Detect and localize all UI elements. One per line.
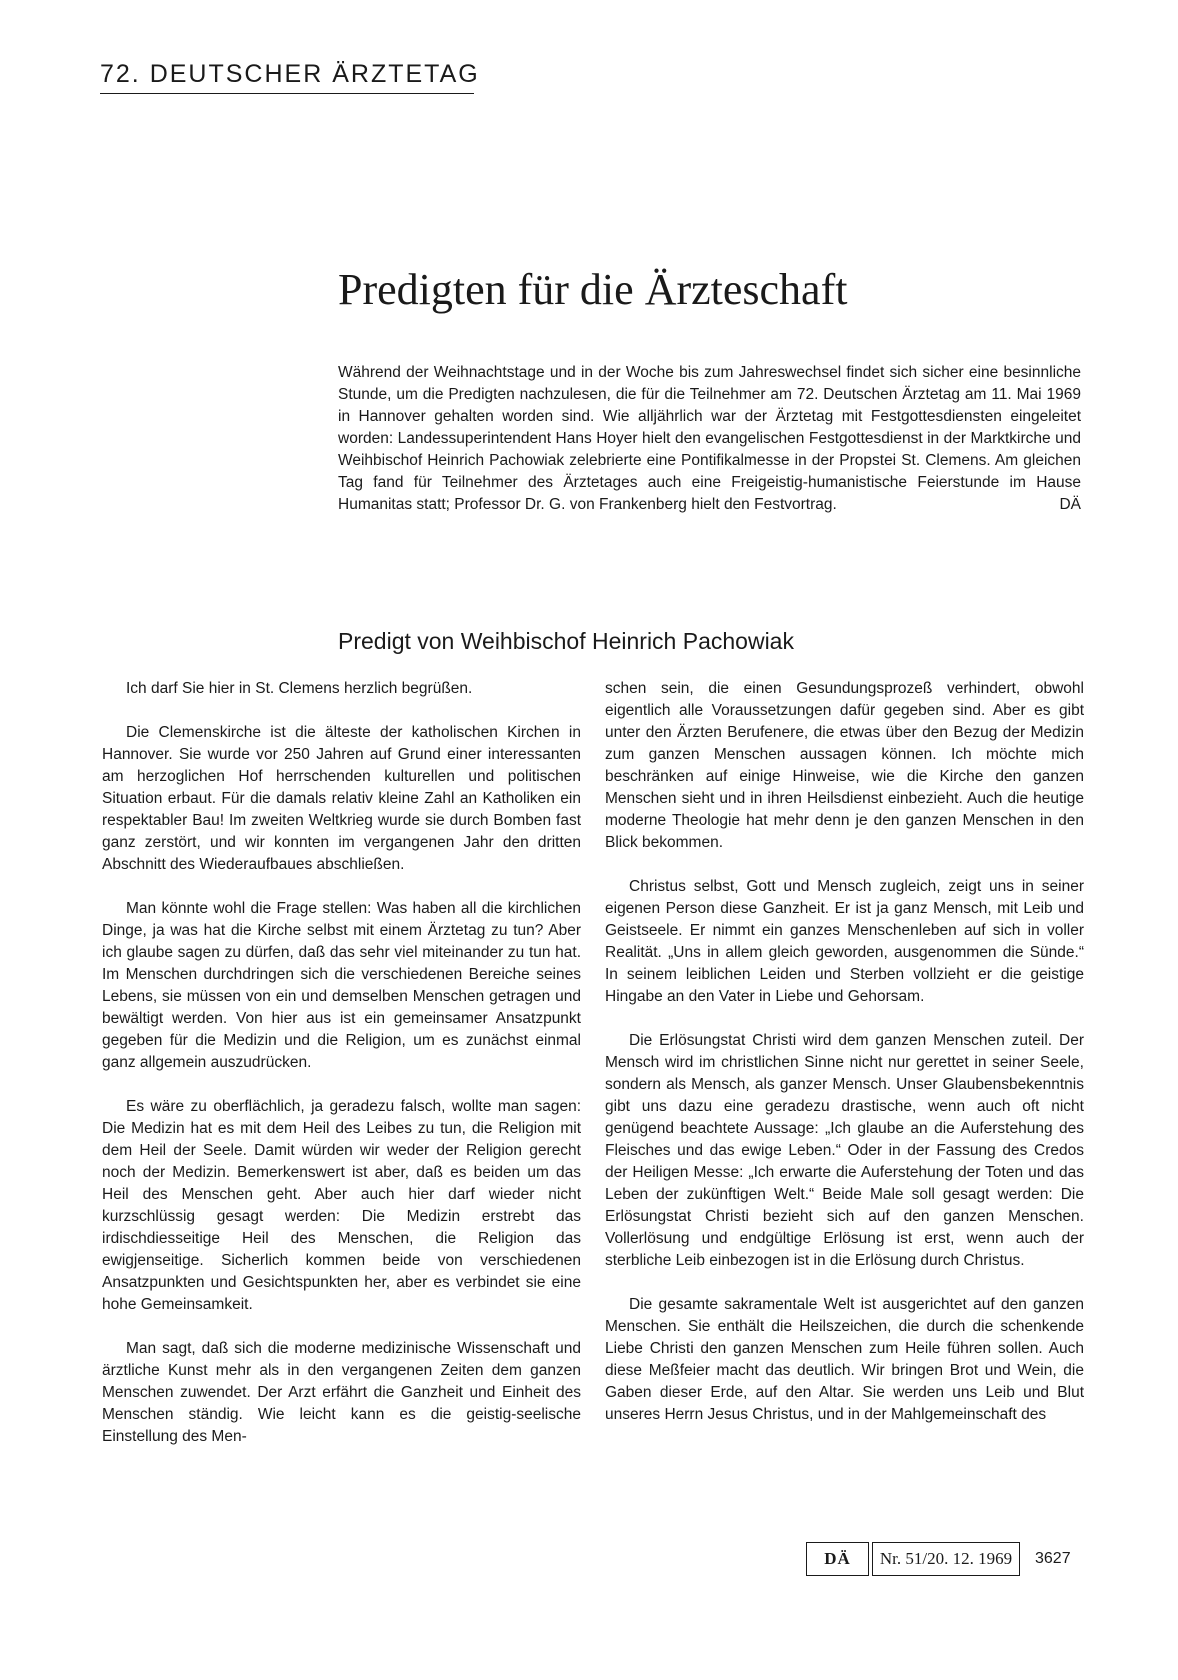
paragraph: schen sein, die einen Gesundungsprozeß verhindert, obwohl eigentlich alle Voraussetzungen dafür gegeben sind. Aber es gibt unter den Ärzten Berufenere, die etwas über den Bezug der Medizin zum ganzen Menschen aussagen können. Ich möchte mich beschränken auf einige Hinweise, wie die Kirche den ganzen Menschen sieht und in ihren Heilsdienst einbezieht. Auch die heutige moderne Theologie hat mehr denn je den ganzen Menschen in den Blick bekommen.: [605, 680, 1084, 851]
page-number: 3627: [1035, 1550, 1071, 1567]
paragraph: Christus selbst, Gott und Mensch zugleich, zeigt uns in seiner eigenen Person diese Ganzheit. Er ist ja ganz Mensch, mit Leib und Geistseele. Er nimmt ein ganzes Menschenleben auf sich in voller Realität. „Uns in allem gleich geworden, ausgenommen die Sünde.“ In seinem leiblichen Leiden und Sterben vollzieht er die geistige Hingabe an den Vater in Liebe und Gehorsam.: [605, 878, 1084, 1005]
intro-signature: DÄ: [1059, 496, 1081, 513]
paragraph: Die gesamte sakramentale Welt ist ausgerichtet auf den ganzen Menschen. Sie enthält die Heilszeichen, die durch die schenkende Liebe Christi den ganzen Menschen zum Heile führen sollen. Auch diese Meßfeier macht das deutlich. Wir bringen Brot und Wein, die Gaben dieser Erde, auf den Altar. Sie werden uns Leib und Blut unseres Herrn Jesus Christus, und in der Mahlgemeinschaft des: [605, 1296, 1084, 1423]
journal-logo: DÄ: [806, 1542, 869, 1576]
paragraph: Die Clemenskirche ist die älteste der katholischen Kirchen in Hannover. Sie wurde vor 250 Jahren auf Grund einer interessanten am herzoglichen Hof herrschenden kulturellen und politischen Situation erbaut. Für die damals relativ kleine Zahl an Katholiken ein respektabler Bau! Im zweiten Weltkrieg wurde sie durch Bomben fast ganz zerstört, und wir konnten im vergangenen Jahr den dritten Abschnitt des Wiederaufbaues abschließen.: [102, 724, 581, 873]
sermon-title: Predigt von Weihbischof Heinrich Pachowiak: [338, 628, 794, 654]
paragraph: Die Erlösungstat Christi wird dem ganzen Menschen zuteil. Der Mensch wird im christlichen Sinne nicht nur gerettet in seiner Seele, sondern als Mensch, als ganzer Mensch. Unser Glaubensbekenntnis gibt uns dazu eine geradezu drastische, wenn auch oft nicht genügend beachtete Aussage: „Ich glaube an die Auferstehung des Fleisches und das ewige Leben.“ Oder in der Fassung des Credos der Heiligen Messe: „Ich erwarte die Auferstehung der Toten und das Leben der zukünftigen Welt.“ Beide Male soll gesagt werden: Die Erlösungstat Christi bezieht sich auf den ganzen Menschen. Vollerlösung und endgültige Erlösung ist erst, wenn auch der sterbliche Leib einbezogen ist in die Erlösung durch Christus.: [605, 1032, 1084, 1269]
page-title: Predigten für die Ärzteschaft: [338, 265, 848, 314]
paragraph: Ich darf Sie hier in St. Clemens herzlich begrüßen.: [126, 680, 473, 697]
paragraph: Man könnte wohl die Frage stellen: Was haben all die kirchlichen Dinge, ja was hat die Kirche selbst mit einem Ärztetag zu tun? Aber ich glaube sagen zu dürfen, daß das sehr viel miteinander zu tun hat. Im Menschen durchdringen sich die verschiedenen Bereiche seines Lebens, sie müssen von ein und demselben Menschen getragen und bewältigt werden. Von hier aus ist ein gemeinsamer Ansatzpunkt gegeben für die Medizin und die Religion, um es zunächst einmal ganz allgemein auszudrücken.: [102, 900, 581, 1071]
left-column: [102, 678, 581, 1448]
right-column: [605, 678, 1084, 1426]
intro-paragraph: [338, 362, 1081, 516]
issue-info: Nr. 51/20. 12. 1969: [872, 1542, 1020, 1576]
intro-text: Während der Weihnachtstage und in der Woche bis zum Jahreswechsel findet sich sicher eine besinnliche Stunde, um die Predigten nachzulesen, die für die Teilnehmer am 72. Deutschen Ärztetag am 11. Mai 1969 in Hannover gehalten worden sind. Wie alljährlich war der Ärztetag mit Festgottesdiensten eingeleitet worden: Landessuperintendent Hans Hoyer hielt den evangelischen Festgottesdienst in der Marktkirche und Weihbischof Heinrich Pachowiak zelebrierte eine Pontifikalmesse in der Propstei St. Clemens. Am gleichen Tag fand für Teilnehmer des Ärztetages auch eine Freigeistig-humanistische Feierstunde im Hause Humanitas statt; Professor Dr. G. von Frankenberg hielt den Festvortrag.: [338, 364, 1081, 513]
section-header: 72. DEUTSCHER ÄRZTETAG: [100, 60, 474, 94]
paragraph: Es wäre zu oberflächlich, ja geradezu falsch, wollte man sagen: Die Medizin hat es mit dem Heil des Leibes zu tun, die Religion mit dem Heil der Seele. Damit würden wir weder der Religion gerecht noch der Medizin. Bemerkenswert ist aber, daß es beiden um das Heil des Menschen geht. Aber auch hier darf wieder nicht kurzschlüssig gesagt werden: Die Medizin erstrebt das irdischdiesseitige Heil des Menschen, die Religion das ewigjenseitige. Sicherlich kommen beide von verschiedenen Ansatzpunkten und Gesichtspunkten her, aber es verbindet sie eine hohe Gemeinsamkeit.: [102, 1098, 581, 1313]
paragraph: Man sagt, daß sich die moderne medizinische Wissenschaft und ärztliche Kunst mehr als in den vergangenen Zeiten dem ganzen Menschen zuwendet. Der Arzt erfährt die Ganzheit und Einheit des Menschen ständig. Wie leicht kann es die geistig-seelische Einstellung des Men-: [102, 1340, 581, 1445]
